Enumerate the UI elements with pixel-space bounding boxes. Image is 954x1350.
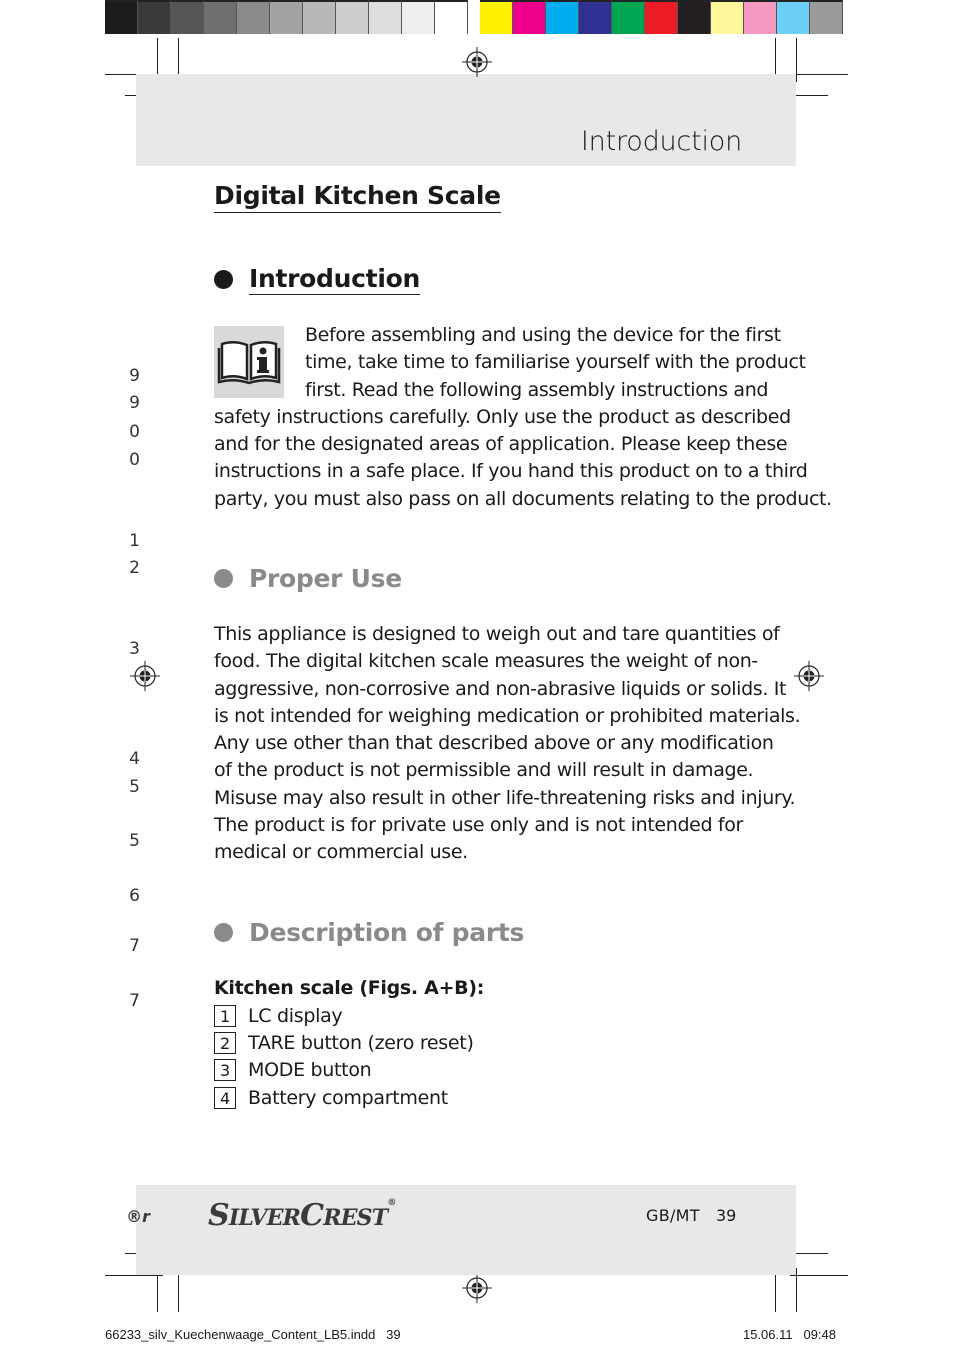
color-swatch xyxy=(270,0,303,34)
color-swatch xyxy=(480,0,513,34)
color-swatch xyxy=(645,0,678,34)
color-swatch xyxy=(711,0,744,34)
part-item xyxy=(214,1032,474,1054)
edge-page-digit: 9 xyxy=(129,366,140,386)
part-number-box: 4 xyxy=(214,1087,236,1109)
registration-mark-icon xyxy=(462,47,492,77)
edge-page-digit: 1 xyxy=(129,531,140,551)
section-heading-text: Introduction xyxy=(249,264,420,293)
paragraph-line: safety instructions carefully. Only use the product as described xyxy=(214,405,791,428)
paragraph-line: and for the designated areas of application. Please keep these xyxy=(214,433,788,456)
color-swatch xyxy=(612,0,645,34)
edge-page-digit: 2 xyxy=(129,558,140,578)
color-swatch xyxy=(810,0,843,34)
color-swatch xyxy=(303,0,336,34)
part-label: Battery compartment xyxy=(248,1087,448,1109)
edge-page-digit: 7 xyxy=(129,991,140,1011)
paragraph-line: medical or commercial use. xyxy=(214,841,468,864)
registration-mark-icon xyxy=(462,1273,492,1303)
registration-mark-icon xyxy=(130,661,160,691)
color-swatch xyxy=(513,0,546,34)
intro-paragraph xyxy=(214,322,832,513)
color-swatch xyxy=(204,0,237,34)
bullet-icon xyxy=(214,569,233,588)
part-number-box: 2 xyxy=(214,1032,236,1054)
part-item xyxy=(214,1087,448,1109)
part-label: TARE button (zero reset) xyxy=(248,1032,474,1054)
color-swatch xyxy=(237,0,270,34)
part-label: LC display xyxy=(248,1005,343,1027)
section-heading-proper-use xyxy=(214,564,402,593)
color-swatch xyxy=(369,0,402,34)
color-swatch xyxy=(777,0,810,34)
part-item xyxy=(214,1005,342,1027)
crop-mark xyxy=(796,1268,797,1312)
edge-page-digit: 3 xyxy=(129,639,140,659)
part-item xyxy=(214,1059,371,1081)
bullet-icon xyxy=(214,270,233,289)
paragraph-line: food. The digital kitchen scale measures the weight of non- xyxy=(214,650,758,673)
parts-subheading: Kitchen scale (Figs. A+B): xyxy=(214,977,485,999)
section-heading-description-of-parts xyxy=(214,918,524,947)
color-swatch xyxy=(546,0,579,34)
part-label: MODE button xyxy=(248,1059,372,1081)
paragraph-line: Any use other than that described above or any modification xyxy=(214,732,774,755)
part-number-box: 1 xyxy=(214,1005,236,1027)
edge-page-digit: 6 xyxy=(129,886,140,906)
section-heading-introduction xyxy=(214,264,420,295)
page-language-code: GB/MT xyxy=(646,1206,700,1225)
color-swatch xyxy=(336,0,369,34)
bullet-icon xyxy=(214,923,233,942)
brand-logo: SILVERCREST® xyxy=(208,1198,396,1233)
document-title: Digital Kitchen Scale xyxy=(214,181,501,213)
paragraph-line: Before assembling and using the device for the first xyxy=(305,324,781,346)
paragraph-line: aggressive, non-corrosive and non-abrasive liquids or solids. It xyxy=(214,677,787,700)
paragraph-line: Misuse may also result in other life-threatening risks and injury. xyxy=(214,786,796,809)
paragraph-line: time, take time to familiarise yourself with the product xyxy=(305,351,806,374)
crop-mark xyxy=(105,1275,163,1276)
color-calibration-bar xyxy=(105,0,843,36)
color-swatch xyxy=(435,0,468,34)
color-swatch xyxy=(678,0,711,34)
edge-page-digit: 0 xyxy=(129,422,140,442)
page-number: 39 xyxy=(716,1206,737,1225)
edge-page-digit: 9 xyxy=(129,393,140,413)
paragraph-line: instructions in a safe place. If you hand this product on to a third xyxy=(214,460,808,483)
color-swatch xyxy=(171,0,204,34)
edge-page-digit: 7 xyxy=(129,936,140,956)
color-swatch xyxy=(402,0,435,34)
part-number-box: 3 xyxy=(214,1059,236,1081)
edge-page-digit: 0 xyxy=(129,450,140,470)
color-swatch xyxy=(105,0,138,34)
edge-page-digit: 5 xyxy=(129,777,140,797)
print-slug-filename: 66233_silv_Kuechenwaage_Content_LB5.indd 39 xyxy=(105,1327,401,1342)
edge-page-digit: 4 xyxy=(129,749,140,769)
paragraph-line: of the product is not permissible and will result in damage. xyxy=(214,759,754,782)
section-heading-text: Proper Use xyxy=(249,564,402,593)
paragraph-line: This appliance is designed to weigh out and tare quantities of xyxy=(214,623,780,645)
color-swatch xyxy=(579,0,612,34)
header-title: Introduction xyxy=(580,126,742,157)
proper-use-paragraph xyxy=(214,621,800,867)
print-slug-date: 15.06.11 09:48 xyxy=(742,1327,836,1342)
paragraph-line: is not intended for weighing medication or prohibited materials. xyxy=(214,704,801,727)
paragraph-line: first. Read the following assembly instructions and xyxy=(305,378,769,401)
section-heading-text: Description of parts xyxy=(249,918,525,947)
color-swatch xyxy=(744,0,777,34)
crop-mark xyxy=(796,38,797,82)
paragraph-line: party, you must also pass on all documents relating to the product. xyxy=(214,487,832,510)
color-swatch xyxy=(138,0,171,34)
paragraph-line: The product is for private use only and is not intended for xyxy=(214,814,743,837)
crop-mark xyxy=(790,1275,848,1276)
crop-mark xyxy=(790,74,848,75)
edge-page-digit: 5 xyxy=(129,831,140,851)
edge-brand-mark: r® xyxy=(126,1207,150,1226)
